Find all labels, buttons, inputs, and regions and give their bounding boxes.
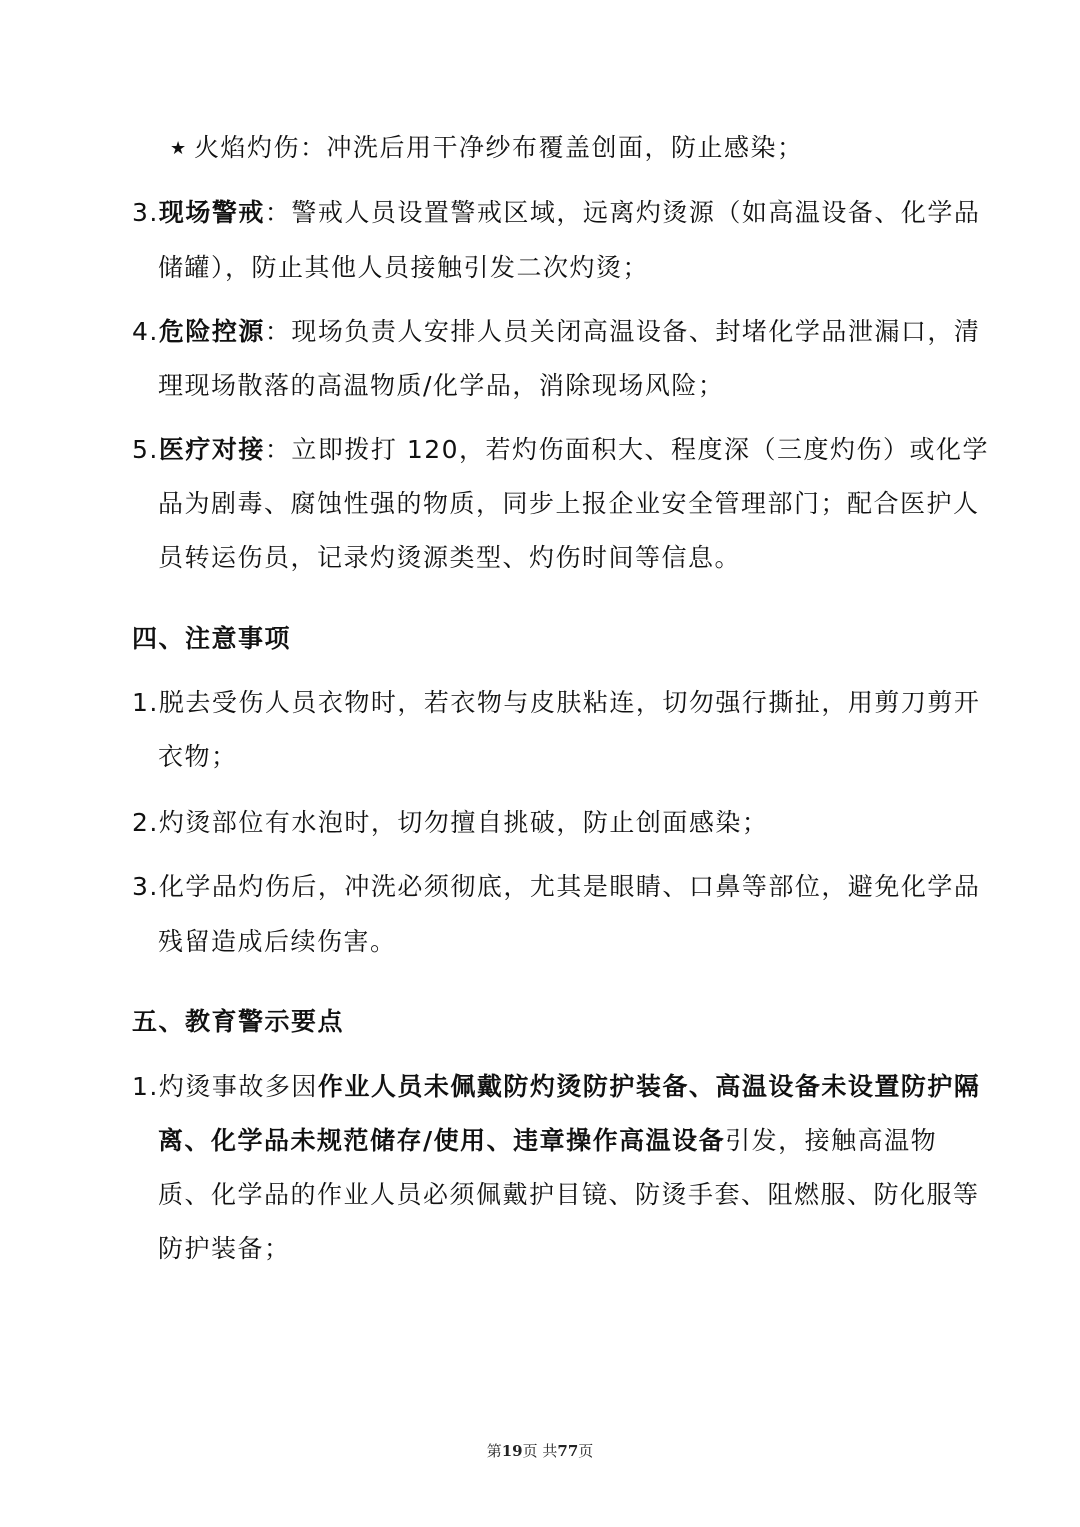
item-5-label: 医疗对接 (158, 435, 265, 464)
item-5-line-2: 品为剧毒、腐蚀性强的物质，同步上报企业安全管理部门；配合医护人 (158, 489, 980, 518)
item-5-line-3: 员转运伤员，记录灼烫源类型、灼伤时间等信息。 (158, 543, 742, 572)
section-5-heading: 五、教育警示要点 (132, 1007, 345, 1036)
s5-item-1-line-3: 质、化学品的作业人员必须佩戴护目镜、防烫手套、阻燃服、防化服等 (158, 1180, 980, 1209)
item-3-line-1: 3.现场警戒：警戒人员设置警戒区域，远离灼烫源（如高温设备、化学品 (132, 198, 981, 227)
s4-item-1-line-2: 衣物； (158, 742, 238, 771)
item-5-line-1: 5.医疗对接：立即拨打 120，若灼伤面积大、程度深（三度灼伤）或化学 (132, 435, 990, 464)
s5-item-1-line-4: 防护装备； (158, 1234, 291, 1263)
s4-item-1-line-1: 1.脱去受伤人员衣物时，若衣物与皮肤粘连，切勿强行撕扯，用剪刀剪开 (132, 688, 981, 717)
total-pages-number: 77 (557, 1442, 579, 1460)
bullet-text: 火焰灼伤：冲洗后用干净纱布覆盖创面，防止感染； (194, 133, 804, 162)
s5-item-1-line-2: 离、化学品未规范储存/使用、违章操作高温设备引发，接触高温物 (158, 1126, 938, 1155)
s5-item-1-line-1: 1.灼烫事故多因作业人员未佩戴防灼烫防护装备、高温设备未设置防护隔 (132, 1072, 981, 1101)
item-4-line-1: 4.危险控源：现场负责人安排人员关闭高温设备、封堵化学品泄漏口，清 (132, 317, 981, 346)
s4-item-2-line-1: 2.灼烫部位有水泡时，切勿擅自挑破，防止创面感染； (132, 808, 769, 837)
current-page-number: 19 (501, 1442, 523, 1460)
star-icon: ★ (170, 138, 188, 159)
section-4-heading: 四、注意事项 (132, 624, 292, 653)
item-3-line-2: 储罐），防止其他人员接触引发二次灼烫； (158, 253, 650, 282)
s4-item-3-line-2: 残留造成后续伤害。 (158, 927, 397, 956)
item-4-label: 危险控源 (158, 317, 265, 346)
page-footer: 第19页 共77页 (486, 1442, 594, 1460)
s4-item-3-line-1: 3.化学品灼伤后，冲洗必须彻底，尤其是眼睛、口鼻等部位，避免化学品 (132, 872, 981, 901)
item-4-line-2: 理现场散落的高温物质/化学品，消除现场风险； (158, 371, 725, 400)
item-3-label: 现场警戒 (158, 198, 265, 227)
bullet-flame-burn (170, 131, 804, 166)
